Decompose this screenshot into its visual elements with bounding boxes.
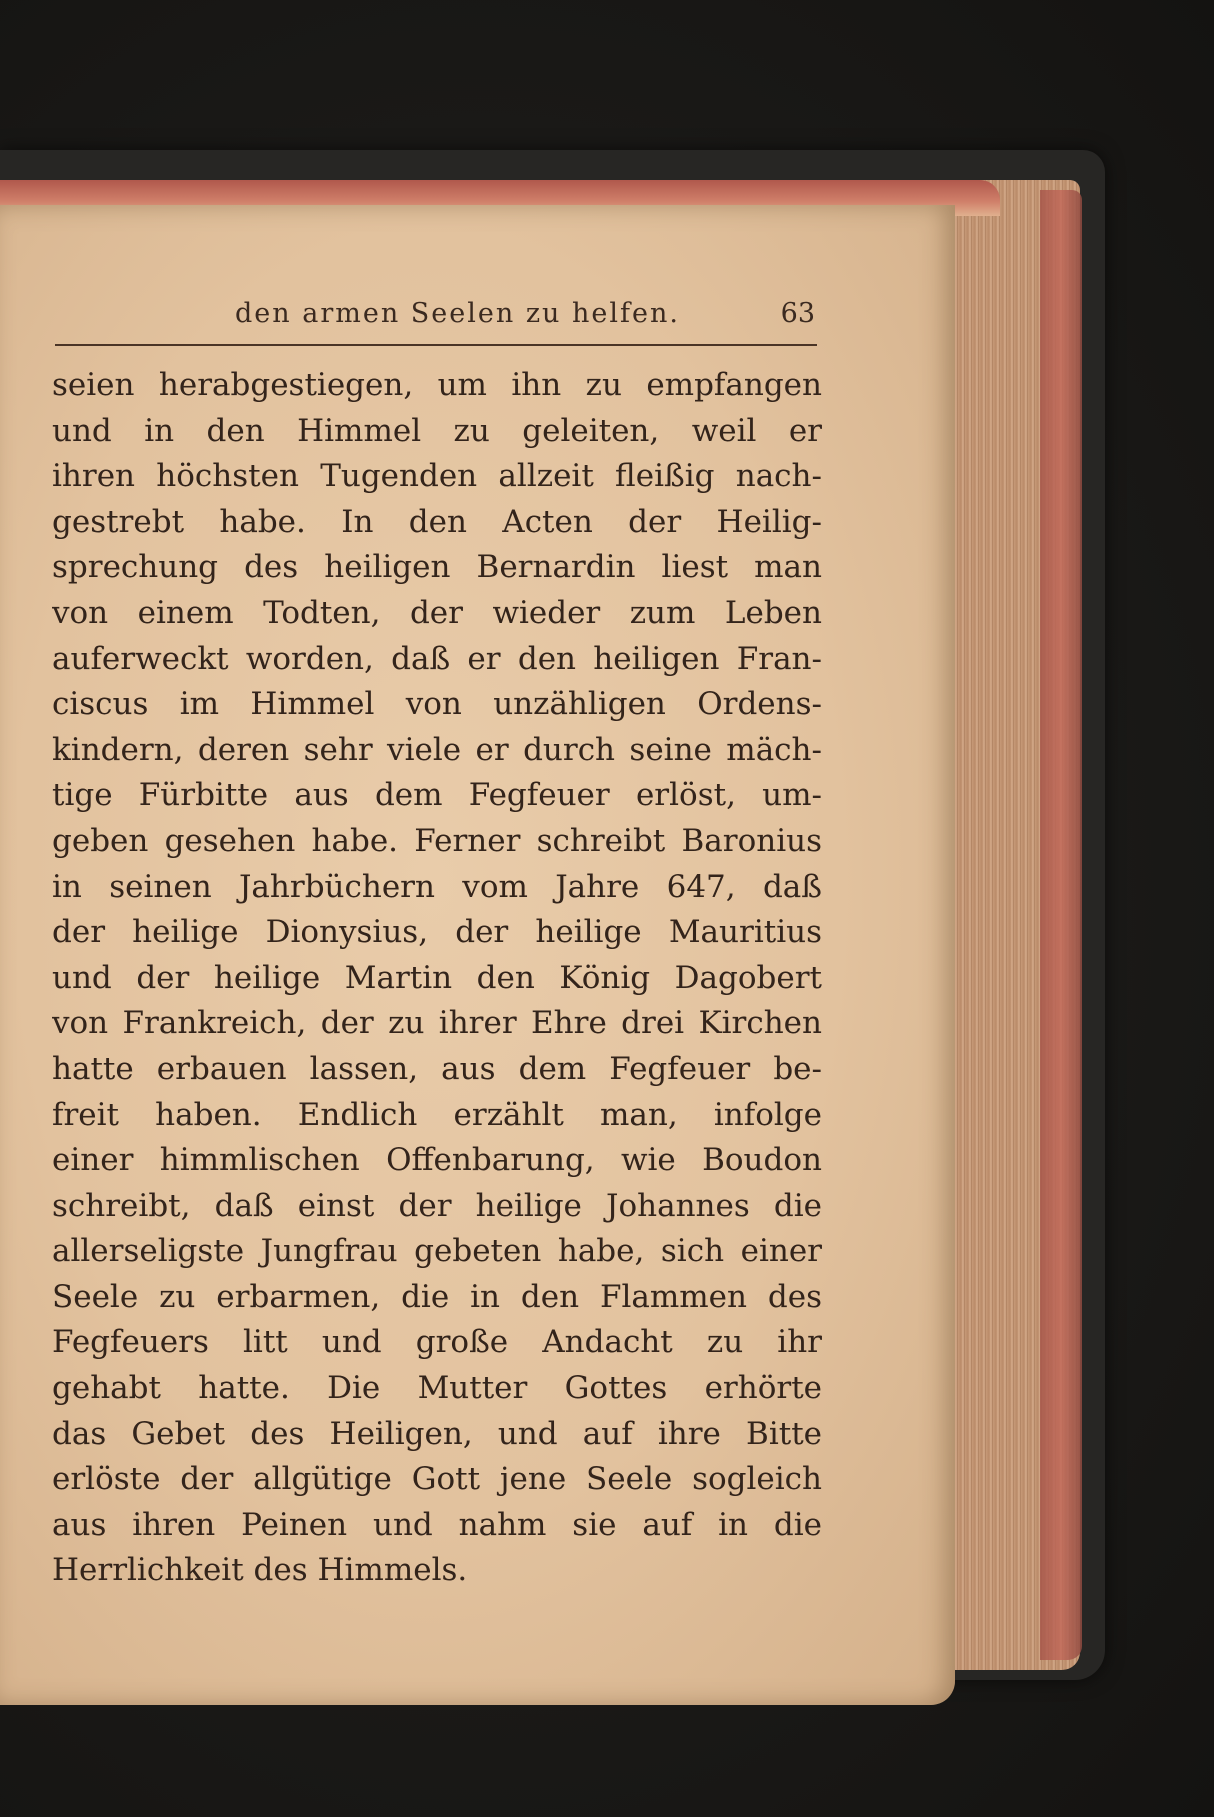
text-line: und der heilige Martin den König Dagobert bbox=[52, 959, 822, 996]
text-line: freit haben. Endlich erzählt man, infolge bbox=[52, 1096, 822, 1133]
red-page-edge bbox=[1040, 190, 1082, 1660]
text-line: in seinen Jahrbüchern vom Jahre 647, daß bbox=[52, 868, 822, 905]
text-line: Fegfeuers litt und große Andacht zu ihr bbox=[52, 1324, 822, 1361]
text-line: von einem Todten, der wieder zum Leben bbox=[52, 594, 822, 631]
text-line: geben gesehen habe. Ferner schreibt Baronius bbox=[52, 822, 822, 859]
body-text bbox=[52, 363, 822, 1594]
text-line: Herrlichkeit des Himmels. bbox=[52, 1552, 468, 1589]
running-head bbox=[50, 298, 815, 338]
text-line: von Frankreich, der zu ihrer Ehre drei Kirchen bbox=[52, 1005, 822, 1042]
text-line: tige Fürbitte aus dem Fegfeuer erlöst, um- bbox=[52, 777, 822, 814]
text-line: seien herabgestiegen, um ihn zu empfangen bbox=[52, 367, 822, 403]
text-line: aus ihren Peinen und nahm sie auf in die bbox=[52, 1506, 822, 1543]
text-line: das Gebet des Heiligen, und auf ihre Bitte bbox=[52, 1415, 822, 1452]
text-line: schreibt, daß einst der heilige Johannes die bbox=[52, 1187, 822, 1224]
text-line: erlöste der allgütige Gott jene Seele sogleich bbox=[52, 1461, 822, 1498]
text-line: ihren höchsten Tugenden allzeit fleißig nach- bbox=[52, 458, 822, 495]
text-line: und in den Himmel zu geleiten, weil er bbox=[52, 412, 822, 449]
text-line: gehabt hatte. Die Mutter Gottes erhörte bbox=[52, 1370, 822, 1407]
running-head-title: den armen Seelen zu helfen. bbox=[235, 298, 680, 329]
text-line: hatte erbauen lassen, aus dem Fegfeuer be- bbox=[52, 1050, 822, 1087]
text-line: kindern, deren sehr viele er durch seine mäch- bbox=[52, 731, 822, 768]
text-line: sprechung des heiligen Bernardin liest man bbox=[52, 549, 822, 586]
header-rule bbox=[55, 344, 817, 346]
text-line: Seele zu erbarmen, die in den Flammen des bbox=[52, 1278, 822, 1315]
text-line: gestrebt habe. In den Acten der Heilig- bbox=[52, 503, 822, 540]
text-line: allerseligste Jungfrau gebeten habe, sich einer bbox=[52, 1233, 822, 1270]
text-line: ciscus im Himmel von unzähligen Ordens- bbox=[52, 686, 822, 723]
page-number: 63 bbox=[780, 298, 815, 329]
text-line: der heilige Dionysius, der heilige Mauritius bbox=[52, 914, 822, 951]
text-line: auferweckt worden, daß er den heiligen Fran- bbox=[52, 640, 822, 677]
text-line: einer himmlischen Offenbarung, wie Boudon bbox=[52, 1142, 822, 1179]
